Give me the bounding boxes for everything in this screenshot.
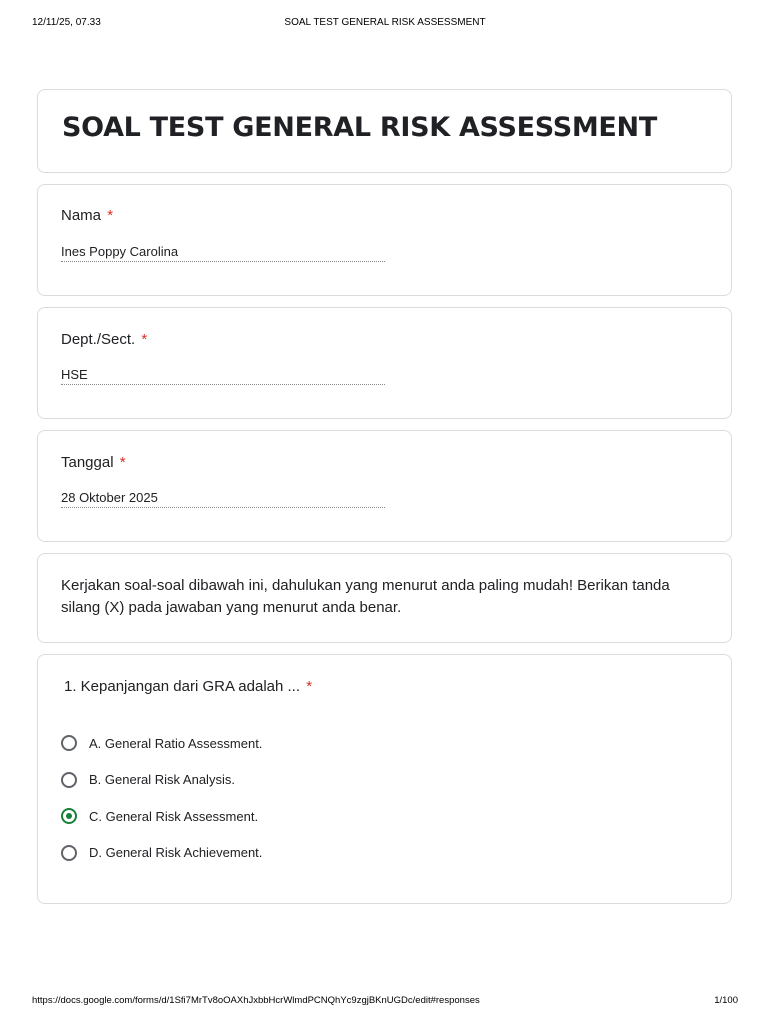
page-number: 1/100 <box>714 995 738 1006</box>
required-asterisk: * <box>107 207 114 224</box>
option-label: A. General Ratio Assessment. <box>89 735 263 751</box>
question-card-nama <box>37 184 732 296</box>
answer-dept: HSE <box>61 367 385 385</box>
question-card-tanggal <box>37 430 732 542</box>
instructions-text: Kerjakan soal-soal dibawah ini, dahulukan yang menurut anda paling mudah! Berikan tanda silang (X) pada jawaban yang menurut anda benar. <box>61 577 670 616</box>
print-url: https://docs.google.com/forms/d/1Sfi7MrTv8oOAXhJxbbHcrWlmdPCNQhYc9zgjBKnUGDc/edit#responses <box>32 995 480 1006</box>
question-card-dept <box>37 307 732 419</box>
question-label-text: 1. Kepanjangan dari GRA adalah ... <box>64 678 301 695</box>
question-label-nama <box>61 207 113 224</box>
required-asterisk: * <box>306 678 313 695</box>
question-label-text: Dept./Sect. <box>61 331 136 348</box>
option-label: D. General Risk Achievement. <box>89 845 263 860</box>
question-label-1 <box>64 678 312 695</box>
answer-tanggal: 28 Oktober 2025 <box>61 490 385 508</box>
radio-group <box>61 733 262 879</box>
option-label: B. General Risk Analysis. <box>89 772 235 787</box>
radio-button[interactable] <box>61 735 77 751</box>
radio-button[interactable] <box>61 772 77 788</box>
question-label-dept <box>61 331 147 348</box>
option-label: C. General Risk Assessment. <box>89 808 259 824</box>
radio-option-a[interactable] <box>61 733 262 753</box>
answer-nama: Ines Poppy Carolina <box>61 244 385 262</box>
radio-button[interactable] <box>61 845 77 861</box>
print-footer <box>32 995 738 1007</box>
instructions-card <box>37 553 732 643</box>
form-title: SOAL TEST GENERAL RISK ASSESSMENT <box>62 112 657 143</box>
question-card-1 <box>37 654 732 904</box>
print-document-title: SOAL TEST GENERAL RISK ASSESSMENT <box>284 17 486 28</box>
print-date: 12/11/25, 07.33 <box>32 17 101 28</box>
radio-button[interactable] <box>61 808 77 824</box>
required-asterisk: * <box>119 454 126 471</box>
form-title-card <box>37 89 732 173</box>
radio-option-c[interactable] <box>61 806 262 826</box>
question-label-text: Nama <box>61 207 102 224</box>
print-header <box>32 17 738 29</box>
required-asterisk: * <box>141 331 148 348</box>
radio-option-b[interactable] <box>61 770 262 790</box>
question-label-tanggal <box>61 454 126 471</box>
radio-option-d[interactable] <box>61 843 262 863</box>
question-label-text: Tanggal <box>61 454 114 471</box>
